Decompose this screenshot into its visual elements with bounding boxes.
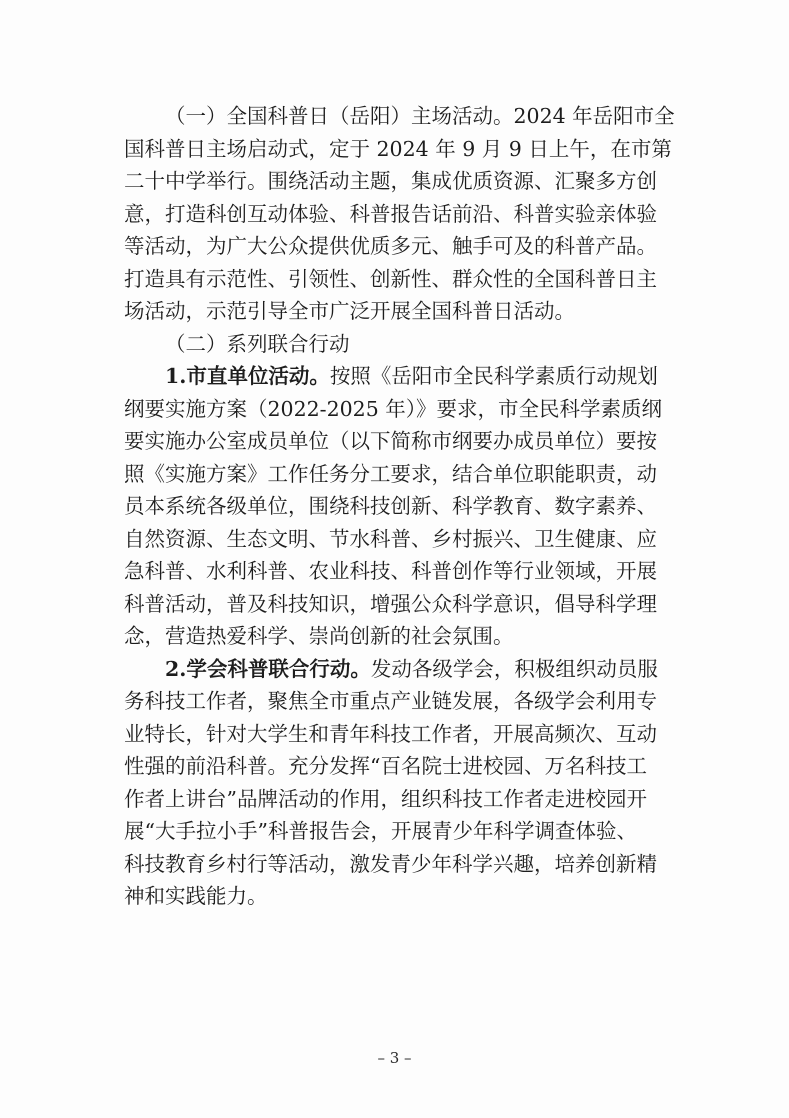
text-line: 二十中学举行。围绕活动主题，集成优质资源、汇聚多方创 [124,169,657,193]
text-line: 照《实施方案》工作任务分工要求，结合单位职能职责，动 [124,461,657,486]
text-line: 打造具有示范性、引领性、创新性、群众性的全国科普日主 [124,266,657,291]
text-line: 神和实践能力。 [124,884,268,908]
page-number: – 3 – [377,1049,412,1067]
document-body [124,100,684,913]
text-line: （二）系列联合行动 [165,331,350,356]
text-line: 纲要实施方案（2022-2025 年）》要求，市全民科学素质纲 [124,396,663,421]
item-heading: 1.市直单位活动。 [165,364,330,388]
text-line: 展“大手拉小手”科普报告会，开展青少年科学调查体验、 [124,819,637,843]
text-line: 场活动，示范引导全市广泛开展全国科普日活动。 [124,299,575,323]
text-line: 员本系统各级单位，围绕科技创新、科学教育、数字素养、 [124,494,657,518]
section-heading-joint-actions [124,328,684,361]
text-run: 按照《岳阳市全民科学素质行动规划 [329,364,658,388]
text-line: 自然资源、生态文明、节水科普、乡村振兴、卫生健康、应 [124,526,657,551]
text-line: （一）全国科普日（岳阳）主场活动。2024 年岳阳市全 [165,104,675,128]
text-line: 意，打造科创互动体验、科普报告话前沿、科普实验亲体验 [124,201,657,226]
text-line [124,360,684,393]
text-run: 发动各级学会，积极组织动员服 [370,656,658,681]
paragraph-municipal-units [124,360,684,653]
paragraph-society-actions [124,653,684,913]
text-line: 急科普、水利科普、农业科技、科普创作等行业领域，开展 [124,559,657,583]
text-line: 作者上讲台”品牌活动的作用，组织科技工作者走进校园开 [124,786,647,811]
paragraph-national-science-day [124,100,684,328]
text-line: 要实施办公室成员单位（以下简称市纲要办成员单位）要按 [124,429,657,453]
text-line: 务科技工作者，聚焦全市重点产业链发展，各级学会利用专 [124,689,657,713]
text-line: 科普活动，普及科技知识，增强公众科学意识，倡导科学理 [124,591,657,616]
text-line: 科技教育乡村行等活动，激发青少年科学兴趣，培养创新精 [124,851,657,876]
text-line: 业特长，针对大学生和青年科技工作者，开展高频次、互动 [124,721,657,746]
text-line: 念，营造热爱科学、崇尚创新的社会氛围。 [124,624,514,648]
text-line: 国科普日主场启动式，定于 2024 年 9 月 9 日上午，在市第 [124,136,672,161]
text-line: 等活动，为广大公众提供优质多元、触手可及的科普产品。 [124,234,657,258]
text-line [124,653,684,686]
item-heading: 2.学会科普联合行动。 [165,656,371,681]
text-line: 性强的前沿科普。充分发挥“百名院士进校园、万名科技工 [124,754,647,778]
